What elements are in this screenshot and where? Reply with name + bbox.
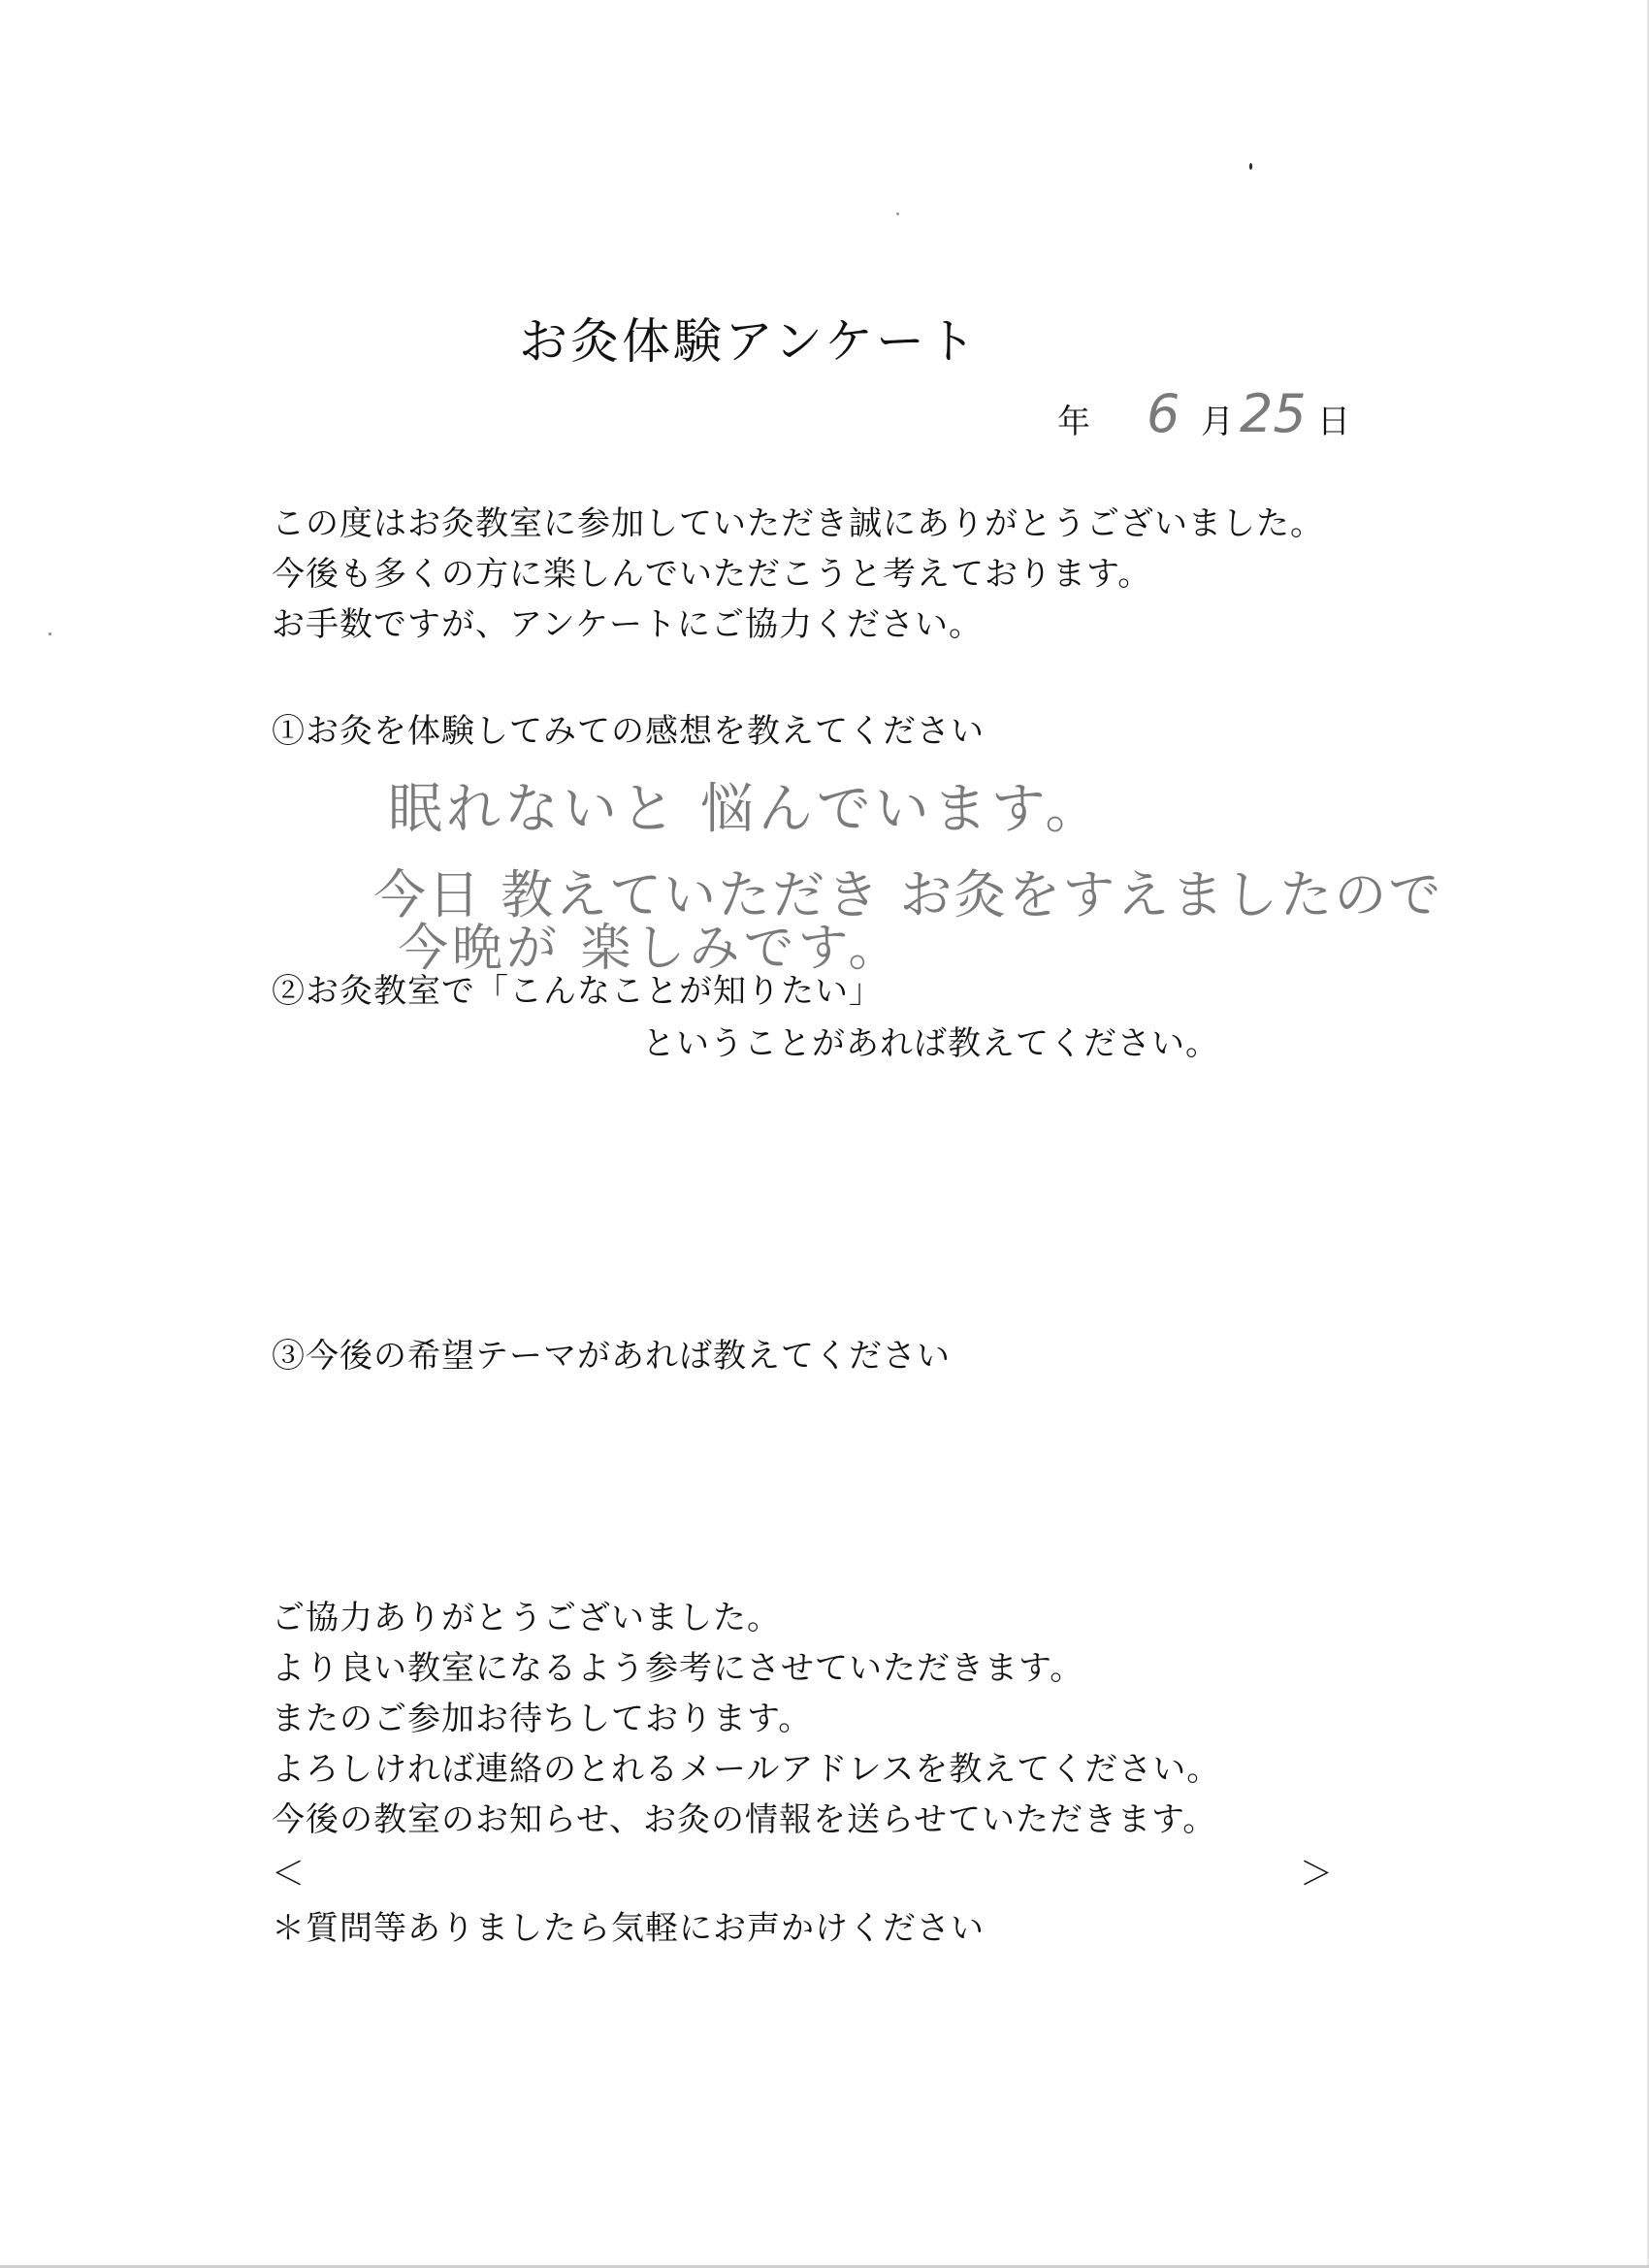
question-1-label: ①お灸を体験してみての感想を教えてください [272,712,985,751]
scan-speck [896,212,899,215]
email-field[interactable] [330,1847,1280,1890]
email-close-bracket: ＞ [1300,1855,1334,1894]
date-row [1057,383,1368,451]
question-2-label: ②お灸教室で「こんなことが知りたい」 [272,972,883,1011]
question-1-answer-line[interactable]: 今晩が 楽しみです。 [398,920,903,978]
closing-line: またのご参加お待ちしております。 [272,1700,813,1738]
closing-line: ご協力ありがとうございました。 [272,1599,781,1637]
question-1-answer-line[interactable]: 今日 教えていただき お灸をすえましたので [373,864,1443,925]
date-day-label: 日 [1317,403,1350,441]
scan-speck [1249,163,1252,170]
date-month-label: 月 [1201,403,1234,441]
closing-line: 今後の教室のお知らせ、お灸の情報を送らせていただきます。 [272,1800,1217,1839]
closing-line: より良い教室になるよう参考にさせていただきます。 [272,1649,1084,1688]
intro-line: この度はお灸教室に参加していただき誠にありがとうございました。 [272,504,1324,543]
page-title: お灸体験アンケート [519,313,979,370]
question-2-label-continued: ということがあれば教えてください。 [642,1024,1219,1063]
scan-speck [48,632,51,635]
footer-note: ＊質問等ありましたら気軽にお声かけください [272,1909,985,1948]
question-1-answer-line[interactable]: 眠れないと 悩んでいます。 [388,778,1104,841]
question-3-label: ③今後の希望テーマがあれば教えてください [272,1337,951,1376]
intro-line: 今後も多くの方に楽しんでいただこうと考えております。 [272,555,1152,594]
date-month-value[interactable]: 6 [1147,383,1180,444]
closing-line: よろしければ連絡のとれるメールアドレスを教えてください。 [272,1750,1221,1789]
date-year-label: 年 [1057,403,1090,441]
email-open-bracket: ＜ [272,1855,306,1894]
date-day-value[interactable]: 25 [1240,383,1307,444]
intro-line: お手数ですが、アンケートにご協力ください。 [272,605,983,644]
